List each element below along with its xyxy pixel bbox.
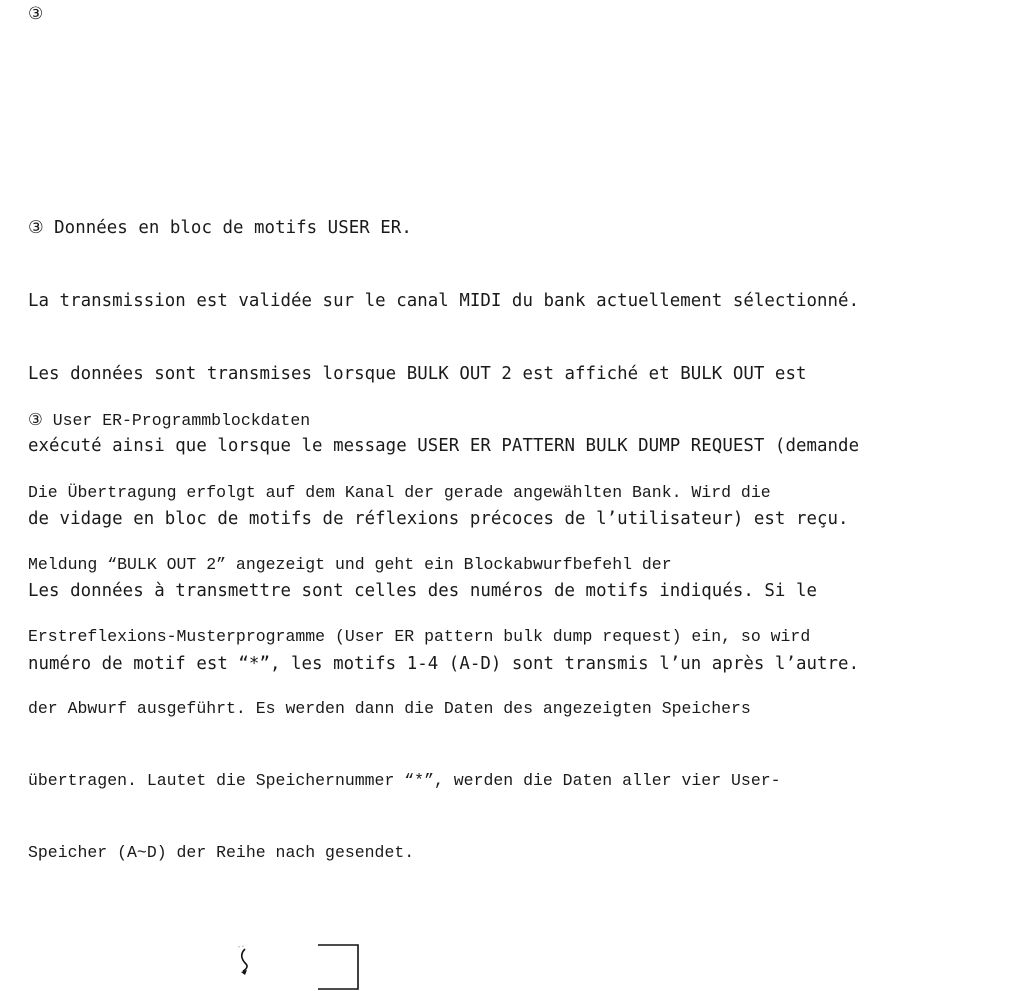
scan-squiggle-mark [236,944,258,980]
german-line: Die Übertragung erfolgt auf dem Kanal der gerade angewählten Bank. Wird die [28,483,771,502]
french-line: Les données sont transmises lorsque BULK OUT 2 est affiché et BULK OUT est [28,363,807,384]
german-heading: ③ User ER-Programmblockdaten [28,411,311,430]
german-line: Meldung “BULK OUT 2” angezeigt und geht ein Blockabwurfbefehl der [28,555,672,574]
german-section [28,361,810,889]
german-line: der Abwurf ausgeführt. Es werden dann die Daten des angezeigten Speichers [28,699,751,718]
german-line: Speicher (A~D) der Reihe nach gesendet. [28,843,415,862]
german-line: Erstreflexions-Musterprogramme (User ER pattern bulk dump request) ein, so wird [28,627,811,646]
french-line: Les données à transmettre sont celles des numéros de motifs indiqués. Si le [28,581,818,602]
french-line: La transmission est validée sur le canal MIDI du bank actuellement sélectionné. [28,291,860,312]
french-line: numéro de motif est “*”, les motifs 1-4 (A-D) sont transmis l’un après l’autre. [28,654,860,675]
german-line: übertragen. Lautet die Speichernummer “*”, werden die Daten aller vier User- [28,771,781,790]
french-line: exécuté ainsi que lorsque le message USER ER PATTERN BULK DUMP REQUEST (demande [28,436,860,457]
french-line: de vidage en bloc de motifs de réflexions précoces de l’utilisateur) est reçu. [28,508,849,529]
section-marker: ③ [28,4,44,24]
corner-bracket-mark [316,943,362,991]
french-heading: ③ Données en bloc de motifs USER ER. [28,218,412,239]
